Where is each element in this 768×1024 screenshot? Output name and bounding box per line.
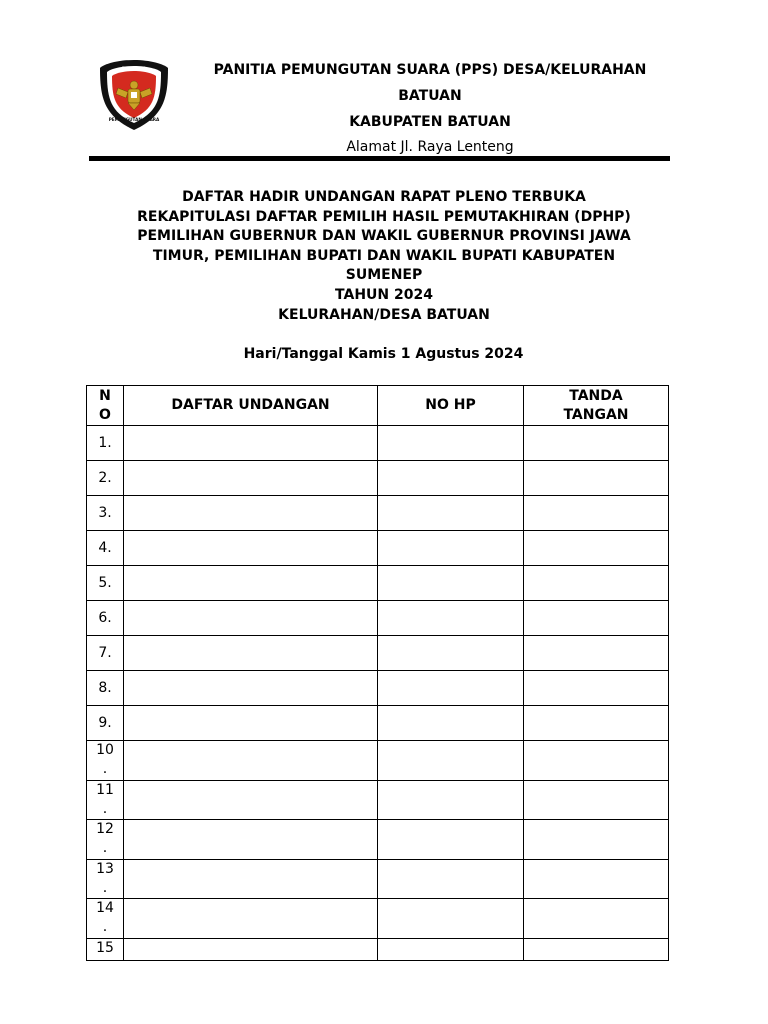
header-address: Alamat Jl. Raya Lenteng <box>346 139 514 155</box>
row-number: 11. <box>87 780 124 820</box>
row-number: 5. <box>87 566 124 601</box>
signature-cell[interactable] <box>524 636 669 671</box>
table-row <box>87 461 669 496</box>
row-number: 10. <box>87 741 124 781</box>
table-row <box>87 899 669 939</box>
table-row <box>87 859 669 899</box>
signature-cell[interactable] <box>524 496 669 531</box>
attendance-table <box>86 385 669 961</box>
signature-cell[interactable] <box>524 461 669 496</box>
phone-cell[interactable] <box>378 820 524 860</box>
header-divider <box>89 156 670 161</box>
name-cell[interactable] <box>124 820 378 860</box>
signature-cell[interactable] <box>524 601 669 636</box>
table-row <box>87 780 669 820</box>
name-cell[interactable] <box>124 636 378 671</box>
row-number: 2. <box>87 461 124 496</box>
logo-bottom-text: PEMUNGUTAN SUARA <box>108 117 160 122</box>
table-row <box>87 496 669 531</box>
name-cell[interactable] <box>124 566 378 601</box>
col-header-no: NO <box>87 386 124 426</box>
title-line: PEMILIHAN GUBERNUR DAN WAKIL GUBERNUR PROVINSI JAWA <box>137 228 631 245</box>
phone-cell[interactable] <box>378 780 524 820</box>
title-line: KELURAHAN/DESA BATUAN <box>278 306 490 323</box>
row-number: 4. <box>87 531 124 566</box>
row-number: 15 <box>87 938 124 960</box>
name-cell[interactable] <box>124 741 378 781</box>
phone-cell[interactable] <box>378 601 524 636</box>
table-row <box>87 601 669 636</box>
signature-cell[interactable] <box>524 859 669 899</box>
name-cell[interactable] <box>124 531 378 566</box>
phone-cell[interactable] <box>378 938 524 960</box>
logo-top-text: PANITIA <box>121 66 147 73</box>
phone-cell[interactable] <box>378 899 524 939</box>
signature-cell[interactable] <box>524 706 669 741</box>
row-number: 3. <box>87 496 124 531</box>
signature-cell[interactable] <box>524 780 669 820</box>
signature-cell[interactable] <box>524 899 669 939</box>
table-row <box>87 426 669 461</box>
name-cell[interactable] <box>124 780 378 820</box>
col-header-signature: TANDA TANGAN <box>524 386 669 426</box>
phone-cell[interactable] <box>378 496 524 531</box>
table-row <box>87 636 669 671</box>
phone-cell[interactable] <box>378 426 524 461</box>
signature-cell[interactable] <box>524 671 669 706</box>
document-title <box>95 188 673 325</box>
phone-cell[interactable] <box>378 636 524 671</box>
name-cell[interactable] <box>124 426 378 461</box>
row-number: 7. <box>87 636 124 671</box>
phone-cell[interactable] <box>378 566 524 601</box>
name-cell[interactable] <box>124 938 378 960</box>
phone-cell[interactable] <box>378 671 524 706</box>
signature-cell[interactable] <box>524 426 669 461</box>
table-row <box>87 531 669 566</box>
table-row <box>87 706 669 741</box>
panitia-logo <box>98 58 170 132</box>
title-line: REKAPITULASI DAFTAR PEMILIH HASIL PEMUTAKHIRAN (DPHP) <box>137 208 631 225</box>
name-cell[interactable] <box>124 671 378 706</box>
header-line-3: KABUPATEN BATUAN <box>349 114 511 130</box>
row-number: 13. <box>87 859 124 899</box>
table-row <box>87 566 669 601</box>
title-line: TAHUN 2024 <box>335 286 433 303</box>
row-number: 6. <box>87 601 124 636</box>
col-header-phone: NO HP <box>378 386 524 426</box>
header-line-1: PANITIA PEMUNGUTAN SUARA (PPS) DESA/KELURAHAN <box>213 62 647 78</box>
table-row <box>87 820 669 860</box>
name-cell[interactable] <box>124 899 378 939</box>
row-number: 14. <box>87 899 124 939</box>
table-row <box>87 938 669 960</box>
title-line: TIMUR, PEMILIHAN BUPATI DAN WAKIL BUPATI KABUPATEN <box>152 247 616 264</box>
row-number: 12. <box>87 820 124 860</box>
row-number: 8. <box>87 671 124 706</box>
signature-cell[interactable] <box>524 531 669 566</box>
name-cell[interactable] <box>124 859 378 899</box>
signature-cell[interactable] <box>524 741 669 781</box>
title-line: DAFTAR HADIR UNDANGAN RAPAT PLENO TERBUKA <box>182 189 586 205</box>
phone-cell[interactable] <box>378 706 524 741</box>
header-line-2: BATUAN <box>398 88 462 104</box>
signature-cell[interactable] <box>524 938 669 960</box>
name-cell[interactable] <box>124 601 378 636</box>
table-header-row <box>87 386 669 426</box>
phone-cell[interactable] <box>378 741 524 781</box>
row-number: 1. <box>87 426 124 461</box>
name-cell[interactable] <box>124 706 378 741</box>
phone-cell[interactable] <box>378 531 524 566</box>
row-number: 9. <box>87 706 124 741</box>
col-header-name: DAFTAR UNDANGAN <box>124 386 378 426</box>
signature-cell[interactable] <box>524 820 669 860</box>
table-row <box>87 741 669 781</box>
table-row <box>87 671 669 706</box>
phone-cell[interactable] <box>378 859 524 899</box>
signature-cell[interactable] <box>524 566 669 601</box>
phone-cell[interactable] <box>378 461 524 496</box>
name-cell[interactable] <box>124 496 378 531</box>
title-line: SUMENEP <box>345 267 423 284</box>
name-cell[interactable] <box>124 461 378 496</box>
meeting-date: Hari/Tanggal Kamis 1 Agustus 2024 <box>243 346 524 362</box>
